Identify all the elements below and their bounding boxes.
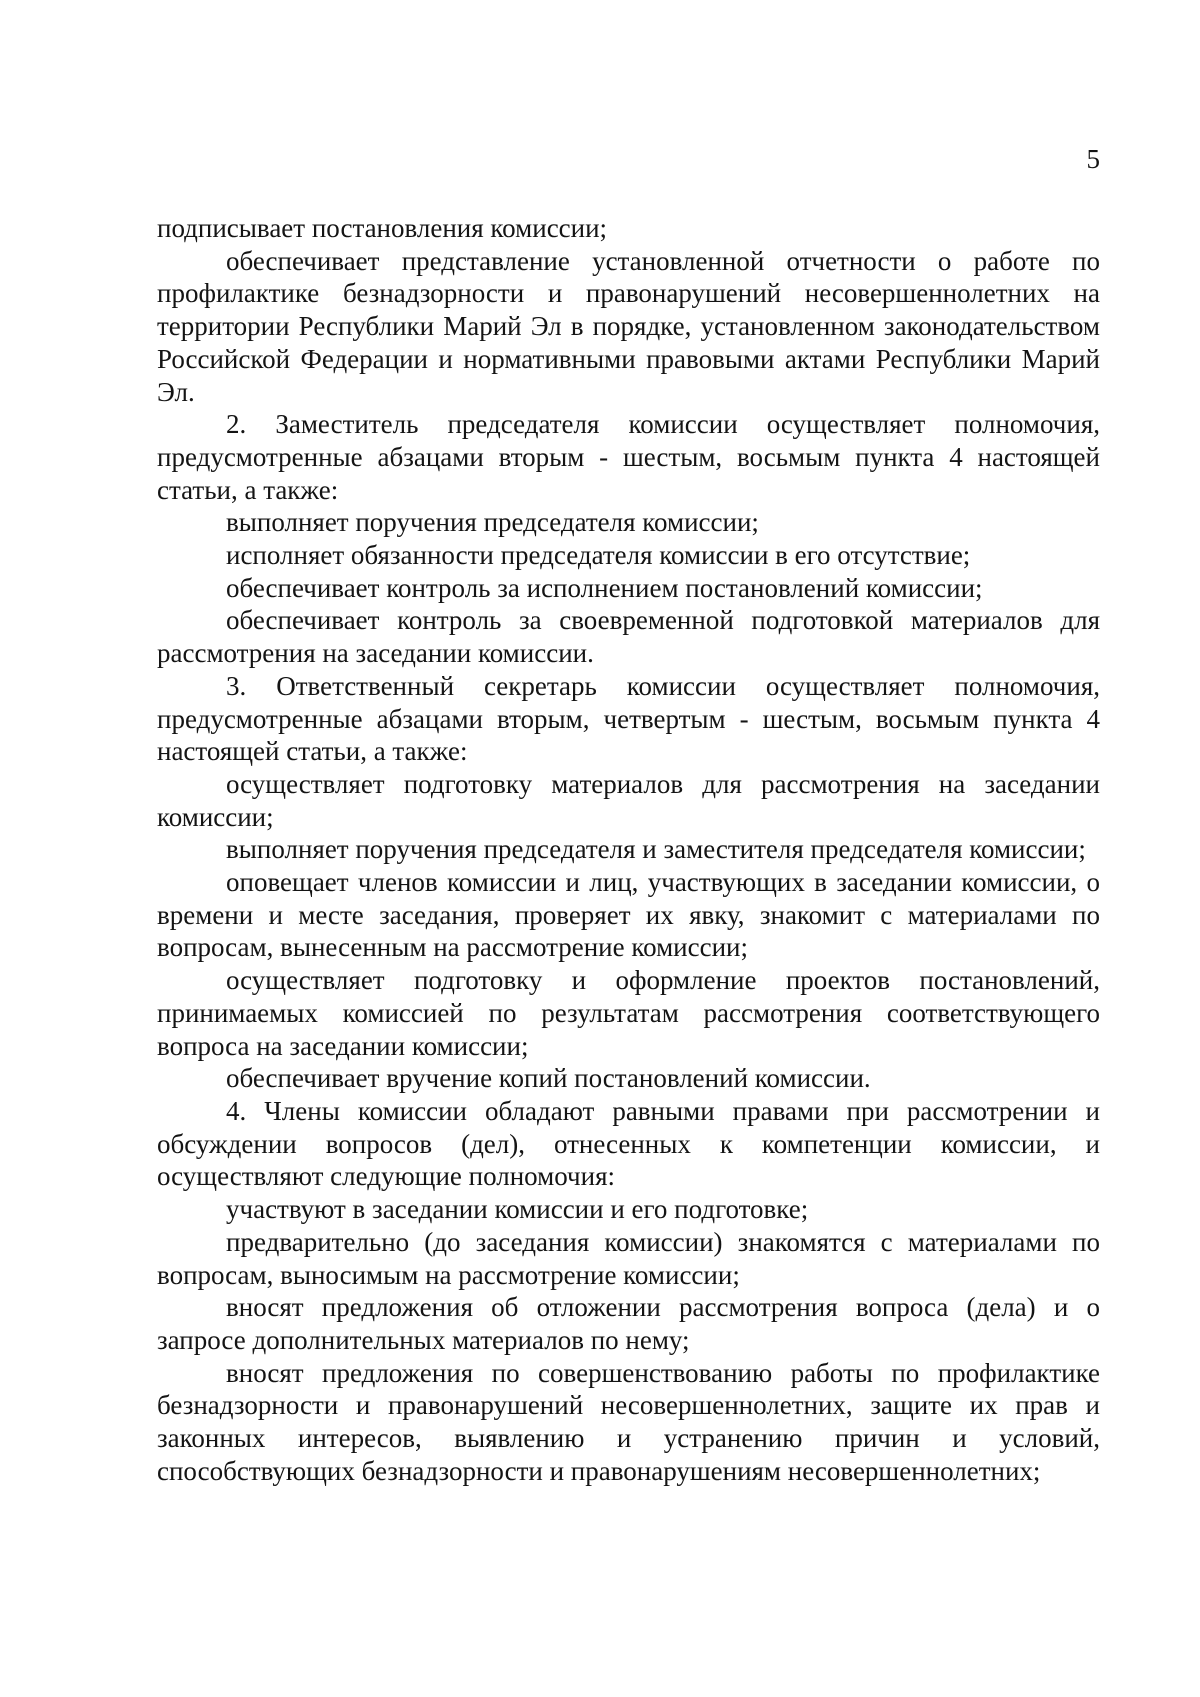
paragraph: осуществляет подготовку материалов для рассмотрения на заседании комиссии; <box>157 768 1100 832</box>
paragraph: обеспечивает вручение копий постановлений комиссии. <box>226 1063 871 1094</box>
paragraph: выполняет поручения председателя комиссии; <box>226 507 759 538</box>
paragraph: вносят предложения об отложении рассмотрения вопроса (дела) и о запросе дополнительных материалов по нему; <box>157 1292 1100 1355</box>
paragraph: 4. Члены комиссии обладают равными правами при рассмотрении и обсуждении вопросов (дел), отнесенных к компетенции комиссии, и осуществляют следующие полномочия: <box>157 1095 1100 1192</box>
paragraph: вносят предложения по совершенствованию работы по профилактике безнадзорности и правонарушений несовершеннолетних, защите их прав и законных интересов, выявлению и устранению причин и условий, способствующих безнадзорности и правонарушениям несовершеннолетних; <box>157 1357 1100 1486</box>
paragraph: предварительно (до заседания комиссии) знакомятся с материалами по вопросам, выносимым на рассмотрение комиссии; <box>157 1226 1100 1290</box>
paragraph: осуществляет подготовку и оформление проектов постановлений, принимаемых комиссией по результатам рассмотрения соответствующего вопроса на заседании комиссии; <box>157 965 1100 1061</box>
paragraph: подписывает постановления комиссии; <box>157 213 608 243</box>
paragraph: оповещает членов комиссии и лиц, участвующих в заседании комиссии, о времени и месте заседания, проверяет их явку, знакомит с материалами по вопросам, вынесенным на рассмотрение комиссии; <box>157 867 1100 963</box>
document-body <box>157 212 1100 1487</box>
paragraph: обеспечивает контроль за своевременной подготовкой материалов для рассмотрения на заседании комиссии. <box>157 605 1100 669</box>
page-number: 5 <box>1086 144 1100 174</box>
paragraph: обеспечивает представление установленной отчетности о работе по профилактике безнадзорности и правонарушений несовершеннолетних на территории Республики Марий Эл в порядке, установленном законодательством Российской Федерации и нормативными правовыми актами Республики Марий Эл. <box>157 245 1100 407</box>
paragraph: 3. Ответственный секретарь комиссии осуществляет полномочия, предусмотренные абзацами вторым, четвертым - шестым, восьмым пункта 4 настоящей статьи, а также: <box>157 670 1100 767</box>
paragraph: обеспечивает контроль за исполнением постановлений комиссии; <box>226 572 983 603</box>
paragraph: участвуют в заседании комиссии и его подготовке; <box>226 1194 809 1225</box>
paragraph: выполняет поручения председателя и заместителя председателя комиссии; <box>226 834 1086 865</box>
paragraph: 2. Заместитель председателя комиссии осуществляет полномочия, предусмотренные абзацами вторым - шестым, восьмым пункта 4 настоящей статьи, а также: <box>157 409 1100 505</box>
paragraph: исполняет обязанности председателя комиссии в его отсутствие; <box>226 540 971 571</box>
